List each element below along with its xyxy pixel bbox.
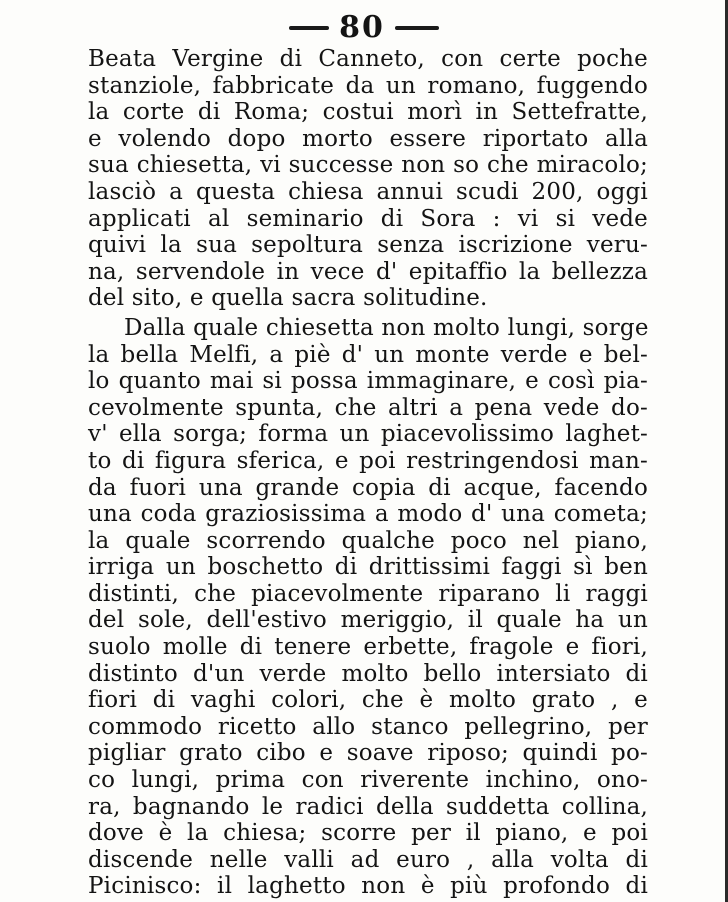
text-line: da fuori una grande copia di acque, facendo — [88, 474, 648, 501]
text-line: discende nelle valli ad euro , alla volta di — [88, 846, 648, 873]
text-line: e volendo dopo morto essere riportato alla — [88, 125, 648, 152]
text-line: commodo ricetto allo stanco pellegrino, per — [88, 713, 648, 740]
text-line: la quale scorrendo qualche poco nel piano, — [88, 527, 648, 554]
text-line: ra, bagnando le radici della suddetta collina, — [88, 793, 648, 820]
text-line: stanziole, fabbricate da un romano, fuggendo — [88, 72, 648, 99]
body-text — [88, 46, 648, 900]
text-line: distinti, che piacevolmente riparano li raggi — [88, 580, 648, 607]
text-line: lasciò a questa chiesa annui scudi 200, oggi — [88, 178, 648, 205]
text-line: quivi la sua sepoltura senza iscrizione veru- — [88, 232, 648, 259]
text-line: irriga un boschetto di drittissimi faggi sì ben — [88, 554, 648, 581]
text-line: la corte di Roma; costui morì in Settefratte, — [88, 99, 648, 126]
text-line: del sole, dell'estivo meriggio, il quale ha un — [88, 607, 648, 634]
text-line: sua chiesetta, vi successe non so che miracolo; — [88, 152, 648, 179]
text-line: lo quanto mai si possa immaginare, e così pia- — [88, 368, 648, 395]
text-line: na, servendole in vece d' epitaffio la bellezza — [88, 258, 648, 285]
text-line: co lungi, prima con riverente inchino, ono- — [88, 767, 648, 794]
page-header — [0, 10, 728, 46]
text-line: applicati al seminario di Sora : vi si vede — [88, 205, 648, 232]
text-line: Dalla quale chiesetta non molto lungi, sorge — [124, 314, 649, 341]
page-number: 80 — [339, 10, 385, 45]
text-line: la bella Melfi, a piè d' un monte verde e bel- — [88, 341, 648, 368]
text-line: cevolmente spunta, che altri a pena vede do- — [88, 394, 648, 421]
text-line: una coda graziosissima a modo d' una cometa; — [88, 501, 648, 528]
text-line: to di figura sferica, e poi restringendosi man- — [88, 447, 648, 474]
text-line: distinto d'un verde molto bello intersiato di — [88, 660, 648, 687]
text-line: suolo molle di tenere erbette, fragole e fiori, — [88, 634, 648, 661]
text-line: del sito, e quella sacra solitudine. — [88, 285, 488, 312]
text-line: dove è la chiesa; scorre per il piano, e poi — [88, 820, 648, 847]
text-line: fiori di vaghi colori, che è molto grato , e — [88, 687, 648, 714]
text-line: Beata Vergine di Canneto, con certe poche — [88, 46, 648, 72]
text-line: pigliar grato cibo e soave riposo; quindi po- — [88, 740, 648, 767]
text-line: Picinisco: il laghetto non è più profondo di — [88, 873, 648, 900]
header-ornament-dash-right — [395, 26, 439, 30]
header-ornament-dash-left — [289, 26, 329, 30]
text-line: v' ella sorga; forma un piacevolissimo laghet- — [88, 421, 648, 448]
